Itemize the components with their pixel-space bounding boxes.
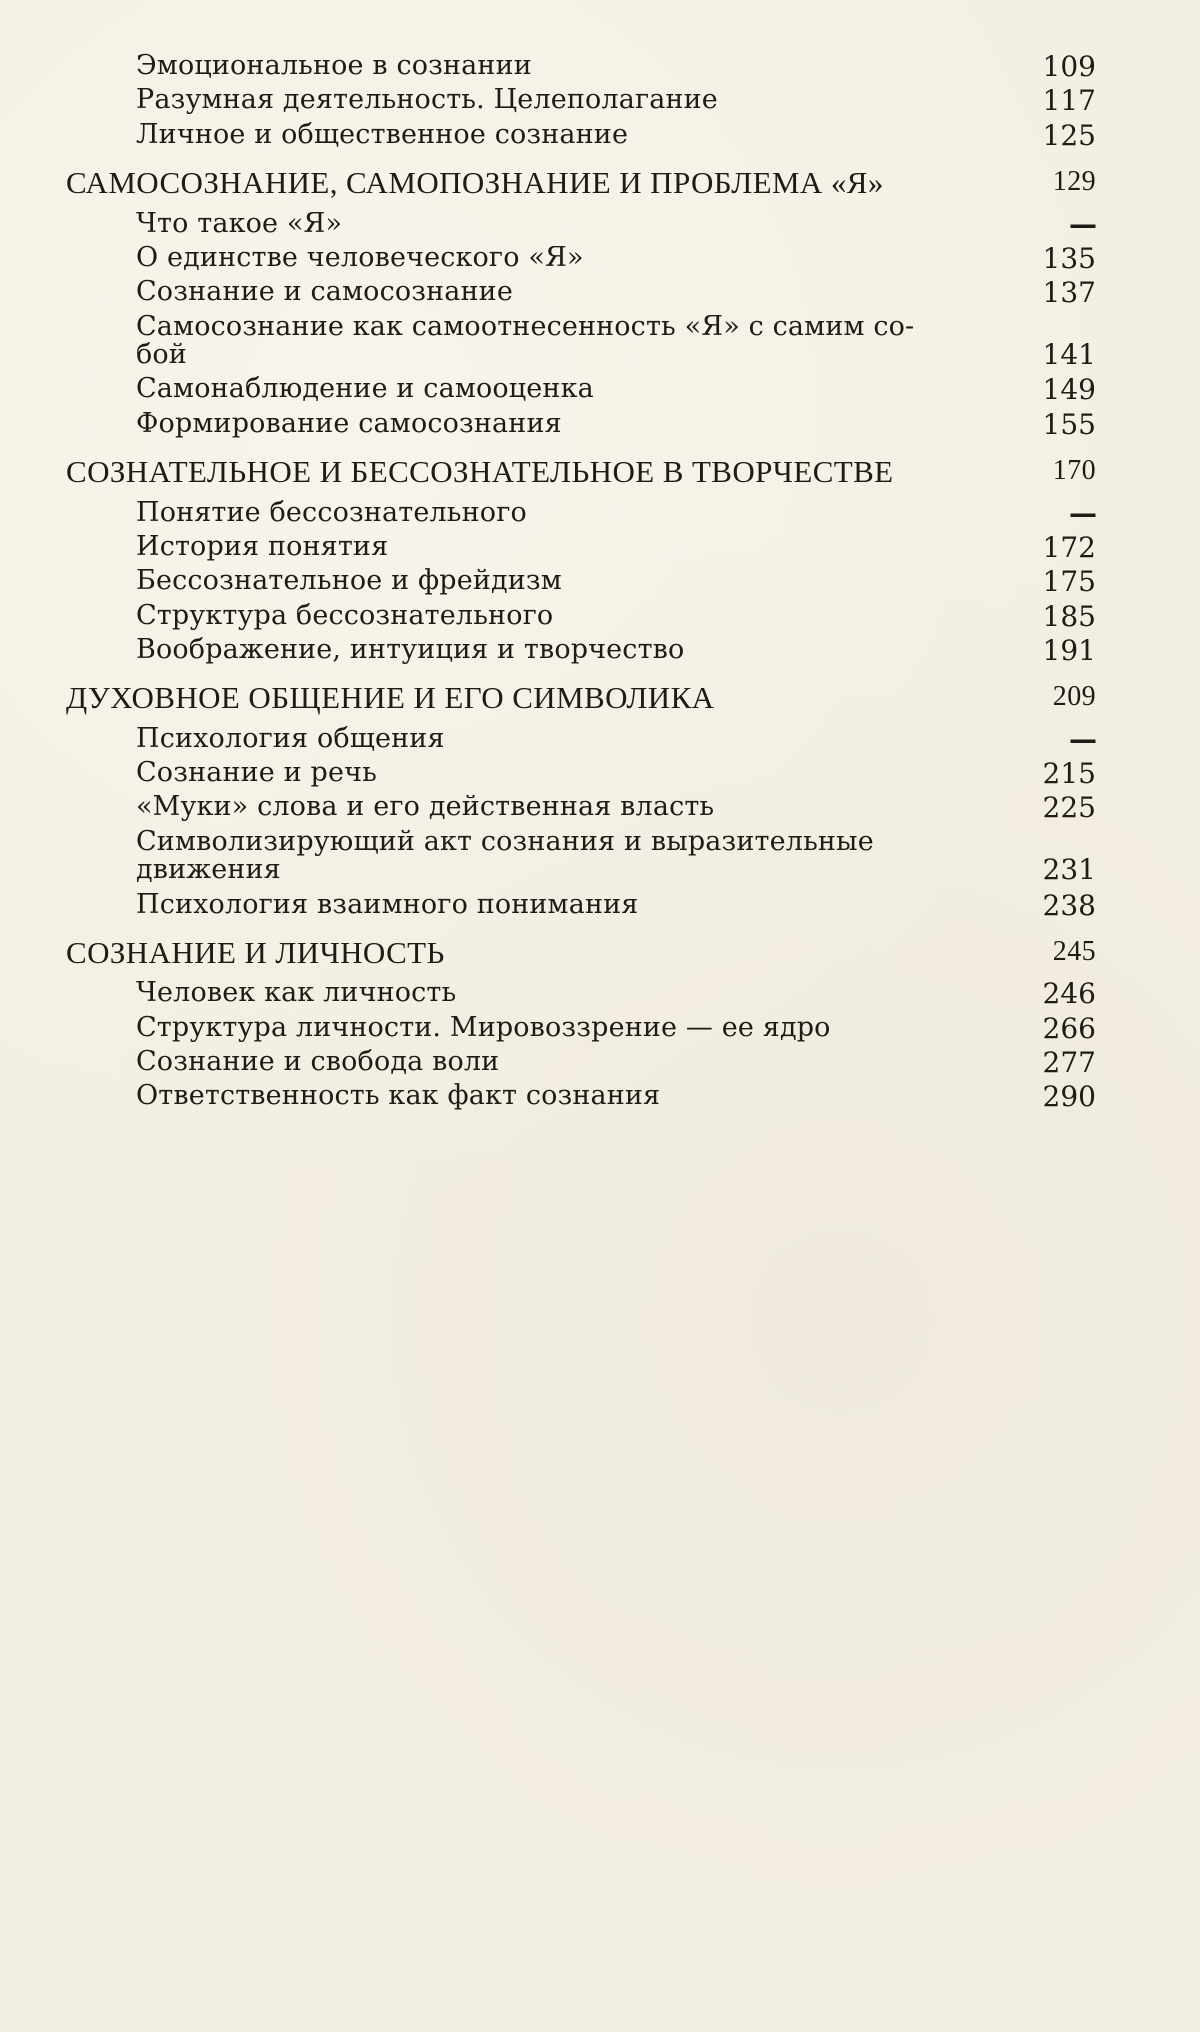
- toc-entry-title: Разумная деятельность. Целеполагание: [136, 84, 718, 116]
- toc-entry-page: 290: [1042, 1080, 1096, 1114]
- toc-entry-emotional: [66, 50, 1096, 83]
- toc-entry-title: Символизирующий акт сознания и выразительные движения: [136, 825, 874, 886]
- toc-entry-title: Психология взаимного понимания: [136, 888, 639, 920]
- toc-entry-unconscious-concept: [66, 496, 1096, 530]
- toc-entry-title: Самосознание как самоотнесенность «Я» с самим со- бой: [136, 310, 915, 370]
- toc-entry-page: 191: [1042, 633, 1096, 667]
- toc-chapter-consciousness-personality: [66, 934, 1096, 970]
- toc-chapter-page: 209: [1052, 681, 1096, 713]
- toc-entry-structure-unconscious: [66, 599, 1096, 633]
- toc-chapter-title: СОЗНАНИЕ И ЛИЧНОСТЬ: [66, 934, 445, 970]
- toc-entry-title: Самонаблюдение и самооценка: [136, 373, 594, 405]
- toc-entry-page: 246: [1042, 977, 1096, 1011]
- toc-entry-title: Бессознательное и фрейдизм: [136, 565, 562, 597]
- toc-chapter-self-consciousness: [66, 167, 1096, 200]
- toc-entry-responsibility: [66, 1080, 1096, 1114]
- toc-entry-speech: [66, 757, 1096, 791]
- toc-entry-worldview: [66, 1011, 1096, 1045]
- toc-entry-title: О единстве человеческого «Я»: [136, 241, 584, 273]
- toc-entry-page: 185: [1042, 599, 1096, 633]
- toc-entry-page: 231: [1042, 853, 1096, 887]
- toc-chapter-page: 170: [1052, 454, 1096, 486]
- toc-entry-title: Структура бессознательного: [136, 599, 554, 631]
- toc-entry-page: 215: [1042, 757, 1096, 791]
- toc-entry-symbolic-act: [66, 825, 1096, 887]
- toc-chapter-spiritual-communication: [66, 682, 1096, 715]
- toc-chapter-title: САМОСОЗНАНИЕ, САМОПОЗНАНИЕ И ПРОБЛЕМА «Я»: [66, 165, 884, 201]
- toc-entry-psychology-communication: [66, 722, 1096, 756]
- toc-entry-page-dash: —: [1069, 207, 1096, 241]
- toc-entry-page: 149: [1042, 373, 1096, 407]
- toc-entry-page: 109: [1042, 50, 1096, 83]
- toc-entry-page: 117: [1042, 84, 1096, 118]
- table-of-contents: [66, 50, 1096, 1114]
- toc-entry-title: Человек как личность: [136, 977, 457, 1009]
- toc-entry-page: 137: [1042, 276, 1096, 310]
- toc-entry-title: Психология общения: [136, 722, 445, 754]
- toc-entry-title: Эмоциональное в сознании: [136, 50, 532, 81]
- toc-entry-self-observation: [66, 373, 1096, 407]
- toc-chapter-page: 245: [1052, 935, 1096, 967]
- toc-entry-page-dash: —: [1069, 496, 1096, 530]
- toc-entry-freudism: [66, 565, 1096, 599]
- toc-entry-title: История понятия: [136, 530, 389, 562]
- toc-entry-page: 125: [1042, 118, 1096, 152]
- toc-entry-title: Формирование самосознания: [136, 407, 562, 439]
- toc-entry-rational-activity: [66, 84, 1096, 118]
- toc-entry-free-will: [66, 1046, 1096, 1080]
- toc-entry-page: 225: [1042, 791, 1096, 825]
- toc-entry-history-concept: [66, 530, 1096, 564]
- toc-chapter-page: 129: [1052, 166, 1096, 198]
- toc-entry-word-power: [66, 791, 1096, 825]
- toc-entry-page: 277: [1042, 1046, 1096, 1080]
- toc-entry-title: Ответственность как факт сознания: [136, 1080, 661, 1112]
- toc-entry-title: Сознание и речь: [136, 757, 377, 789]
- toc-entry-page: 135: [1042, 241, 1096, 275]
- toc-entry-personal-social: [66, 118, 1096, 152]
- toc-entry-mutual-understanding: [66, 888, 1096, 922]
- toc-entry-page: 155: [1042, 407, 1096, 441]
- toc-entry-unity-of-i: [66, 241, 1096, 275]
- toc-entry-formation: [66, 407, 1096, 441]
- toc-entry-title: «Муки» слова и его действенная власть: [136, 791, 715, 823]
- toc-chapter-conscious-unconscious: [66, 453, 1096, 489]
- toc-entry-title: Что такое «Я»: [136, 207, 343, 239]
- toc-entry-page: 141: [1042, 337, 1096, 371]
- toc-entry-page: 175: [1042, 565, 1096, 599]
- toc-entry-title: Структура личности. Мировоззрение — ее ядро: [136, 1011, 831, 1043]
- toc-entry-person-as-personality: [66, 977, 1096, 1011]
- toc-entry-title: Понятие бессознательного: [136, 496, 527, 528]
- toc-entry-self-relation: [66, 310, 1096, 371]
- toc-entry-title: Личное и общественное сознание: [136, 118, 629, 150]
- toc-entry-imagination: [66, 633, 1096, 667]
- toc-entry-page: 238: [1042, 888, 1096, 922]
- toc-entry-consciousness-self: [66, 276, 1096, 310]
- toc-entry-page-dash: —: [1069, 722, 1096, 756]
- toc-entry-title: Воображение, интуиция и творчество: [136, 633, 685, 665]
- toc-chapter-title: ДУХОВНОЕ ОБЩЕНИЕ И ЕГО СИМВОЛИКА: [66, 680, 715, 716]
- toc-entry-title: Сознание и самосознание: [136, 276, 513, 308]
- toc-entry-title: Сознание и свобода воли: [136, 1046, 500, 1078]
- toc-entry-page: 266: [1042, 1011, 1096, 1045]
- toc-entry-page: 172: [1042, 530, 1096, 564]
- toc-chapter-title: СОЗНАТЕЛЬНОЕ И БЕССОЗНАТЕЛЬНОЕ В ТВОРЧЕСТВЕ: [66, 453, 894, 489]
- toc-entry-what-is-i: [66, 207, 1096, 241]
